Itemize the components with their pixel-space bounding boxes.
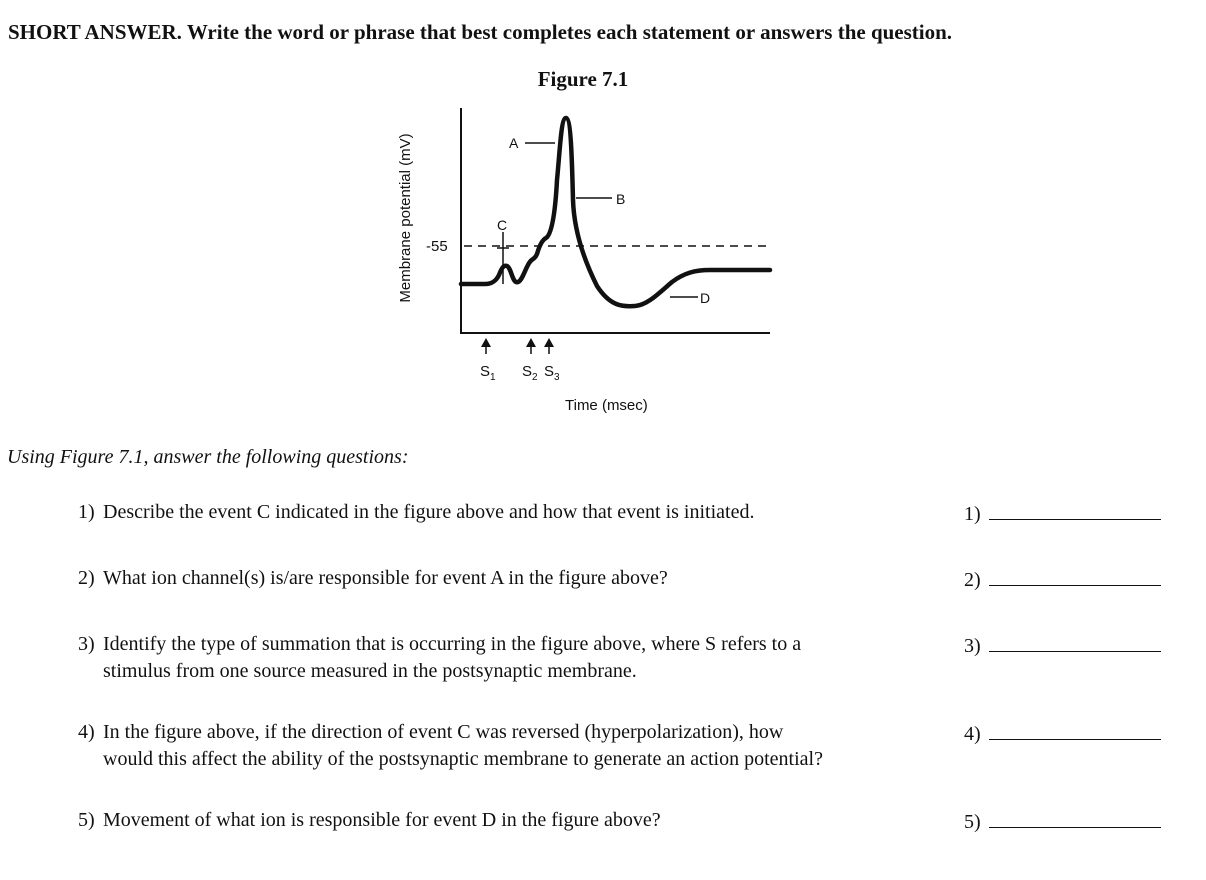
stimulus-s3-subscript: 3	[554, 372, 560, 383]
answer-1-number: 1)	[964, 503, 981, 525]
stimulus-arrow-s3	[544, 338, 554, 354]
question-1-text: Describe the event C indicated in the figure above and how that event is initiated.	[103, 501, 755, 523]
question-5	[78, 807, 938, 834]
answer-5-number: 5)	[964, 811, 981, 833]
stimulus-s2-subscript: 2	[532, 372, 538, 383]
question-3	[78, 631, 938, 685]
question-3-text-line1: Identify the type of summation that is occurring in the figure above, where S refers to a	[103, 633, 802, 655]
stimulus-arrow-s2	[526, 338, 536, 354]
answer-4	[964, 719, 1161, 746]
question-5-number: 5)	[78, 809, 95, 831]
answer-5	[964, 807, 1161, 834]
answer-2-blank[interactable]	[989, 565, 1161, 586]
label-a: A	[509, 135, 519, 151]
x-axis-label: Time (msec)	[565, 397, 648, 414]
question-3-text-line2: stimulus from one source measured in the postsynaptic membrane.	[103, 660, 637, 682]
questions-intro: Using Figure 7.1, answer the following questions:	[7, 446, 409, 468]
threshold-label: -55	[426, 238, 448, 255]
question-2-text: What ion channel(s) is/are responsible for event A in the figure above?	[103, 567, 668, 589]
answer-2-number: 2)	[964, 569, 981, 591]
answer-3-blank[interactable]	[989, 631, 1161, 652]
question-4	[78, 719, 938, 773]
stimulus-label-s2	[522, 363, 538, 383]
header-instruction: Write the word or phrase that best completes each statement or answers the question.	[186, 20, 953, 44]
answer-1-blank[interactable]	[989, 499, 1161, 520]
membrane-potential-trace	[461, 118, 770, 306]
label-d: D	[700, 290, 711, 306]
stimulus-label-s3	[544, 363, 560, 383]
figure-title	[0, 67, 1206, 92]
question-4-text-line2: would this affect the ability of the postsynaptic membrane to generate an action potential?	[103, 748, 823, 770]
question-4-number: 4)	[78, 721, 95, 743]
stimulus-s2-letter: S	[522, 363, 533, 380]
question-2-number: 2)	[78, 567, 95, 589]
stimulus-arrow-s1	[481, 338, 491, 354]
question-1-number: 1)	[78, 501, 95, 523]
question-3-number: 3)	[78, 633, 95, 655]
y-axis-label: Membrane potential (mV)	[397, 133, 414, 303]
stimulus-s1-subscript: 1	[490, 372, 496, 383]
question-1	[78, 499, 938, 526]
question-2	[78, 565, 938, 592]
stimulus-s3-letter: S	[544, 363, 555, 380]
label-b: B	[616, 191, 626, 207]
answer-3	[964, 631, 1161, 658]
answer-3-number: 3)	[964, 635, 981, 657]
header-lead: SHORT ANSWER.	[8, 20, 182, 44]
answer-2	[964, 565, 1161, 592]
stimulus-s1-letter: S	[480, 363, 491, 380]
stimulus-label-s1	[480, 363, 496, 383]
figure-title-text: Figure 7.1	[537, 67, 629, 91]
answer-4-number: 4)	[964, 723, 981, 745]
answer-1	[964, 499, 1161, 526]
answer-5-blank[interactable]	[989, 807, 1161, 828]
membrane-potential-figure	[380, 100, 800, 430]
label-c: C	[497, 217, 508, 233]
answer-4-blank[interactable]	[989, 719, 1161, 740]
question-5-text: Movement of what ion is responsible for event D in the figure above?	[103, 809, 661, 831]
section-header	[8, 20, 952, 45]
question-4-text-line1: In the figure above, if the direction of event C was reversed (hyperpolarization), how	[103, 721, 784, 743]
